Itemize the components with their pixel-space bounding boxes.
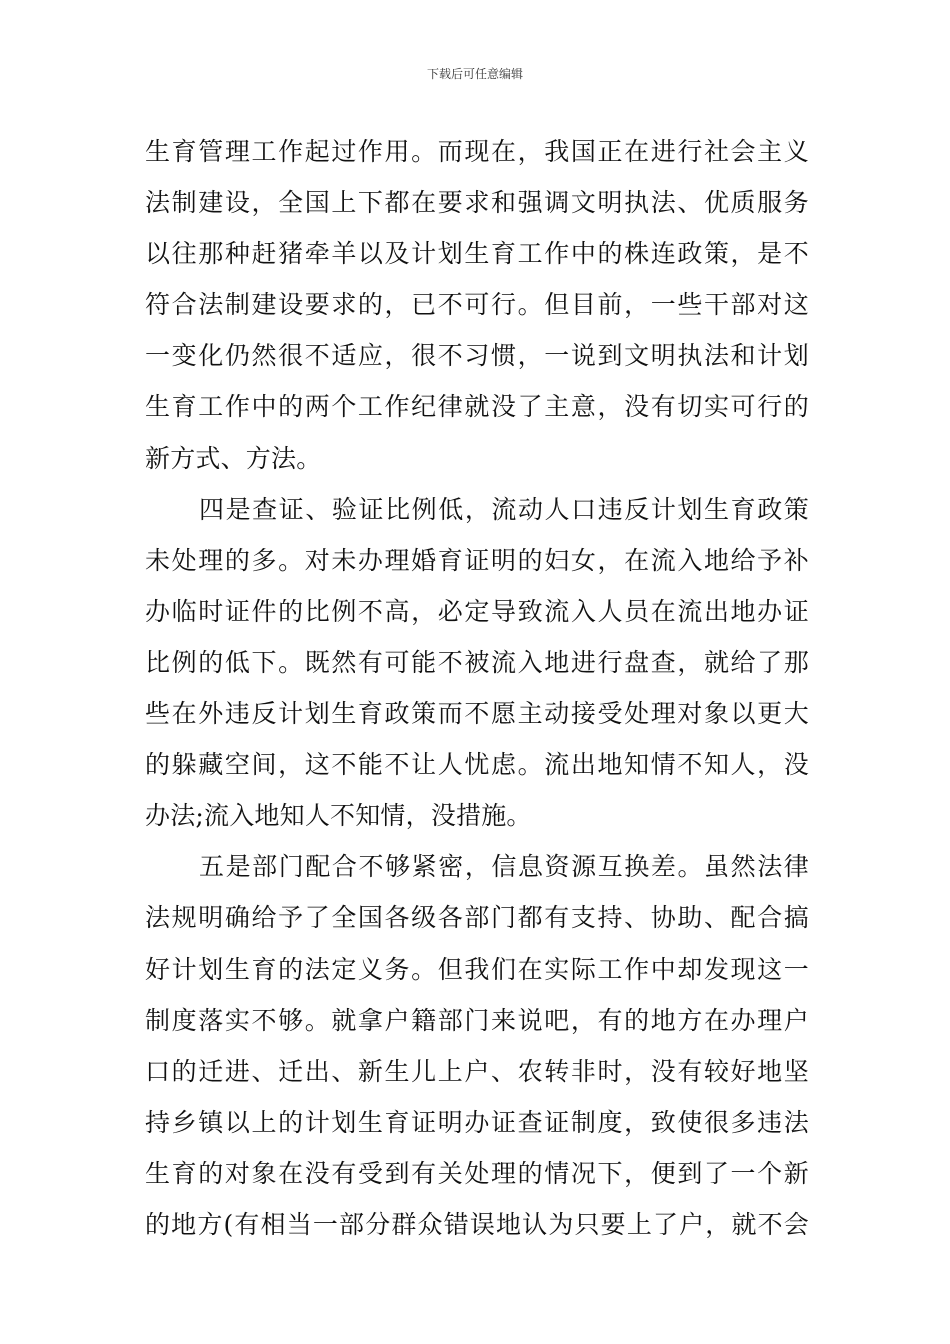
paragraph-2-line: 四是查证、验证比例低，流动人口违反计划生育政策 xyxy=(199,494,809,524)
paragraph-1-line: 新方式、方法。 xyxy=(145,443,322,473)
paragraph-3-line: 五是部门配合不够紧密，信息资源互换差。虽然法律 xyxy=(199,852,809,882)
page-header: 下载后可任意编辑 xyxy=(426,67,523,81)
paragraph-3-line: 口的迁进、迁出、新生儿上户、农转非时，没有较好地坚 xyxy=(145,1056,809,1086)
paragraph-2-line: 的躲藏空间，这不能不让人忧虑。流出地知情不知人，没 xyxy=(145,750,809,780)
paragraph-1-line: 生育管理工作起过作用。而现在，我国正在进行社会主义 xyxy=(145,137,809,166)
paragraph-2-line: 办法;流入地知人不知情，没措施。 xyxy=(145,801,532,831)
paragraph-3-line: 制度落实不够。就拿户籍部门来说吧，有的地方在办理户 xyxy=(145,1005,809,1035)
paragraph-1-line: 法制建设，全国上下都在要求和强调文明执法、优质服务 xyxy=(145,188,809,218)
paragraph-3-line: 好计划生育的法定义务。但我们在实际工作中却发现这一 xyxy=(145,954,809,984)
document-body xyxy=(145,126,809,1250)
paragraph-2-line: 办临时证件的比例不高，必定导致流入人员在流出地办证 xyxy=(145,596,809,626)
paragraph-3-line: 生育的对象在没有受到有关处理的情况下，便到了一个新 xyxy=(145,1158,809,1188)
paragraph-3-line: 法规明确给予了全国各级各部门都有支持、协助、配合搞 xyxy=(145,903,809,933)
paragraph-2-line: 比例的低下。既然有可能不被流入地进行盘查，就给了那 xyxy=(145,647,809,677)
paragraph-2-line: 未处理的多。对未办理婚育证明的妇女，在流入地给予补 xyxy=(145,545,809,575)
paragraph-2-line: 些在外违反计划生育政策而不愿主动接受处理对象以更大 xyxy=(145,699,809,729)
paragraph-1-line: 符合法制建设要求的，已不可行。但目前，一些干部对这 xyxy=(145,290,809,320)
paragraph-1-line: 生育工作中的两个工作纪律就没了主意，没有切实可行的 xyxy=(145,392,809,422)
paragraph-3-line: 的地方(有相当一部分群众错误地认为只要上了户，就不会 xyxy=(145,1209,809,1239)
paragraph-1-line: 一变化仍然很不适应，很不习惯，一说到文明执法和计划 xyxy=(145,341,809,371)
paragraph-1-line: 以往那种赶猪牵羊以及计划生育工作中的株连政策，是不 xyxy=(145,239,809,269)
paragraph-3-line: 持乡镇以上的计划生育证明办证查证制度，致使很多违法 xyxy=(145,1107,809,1137)
